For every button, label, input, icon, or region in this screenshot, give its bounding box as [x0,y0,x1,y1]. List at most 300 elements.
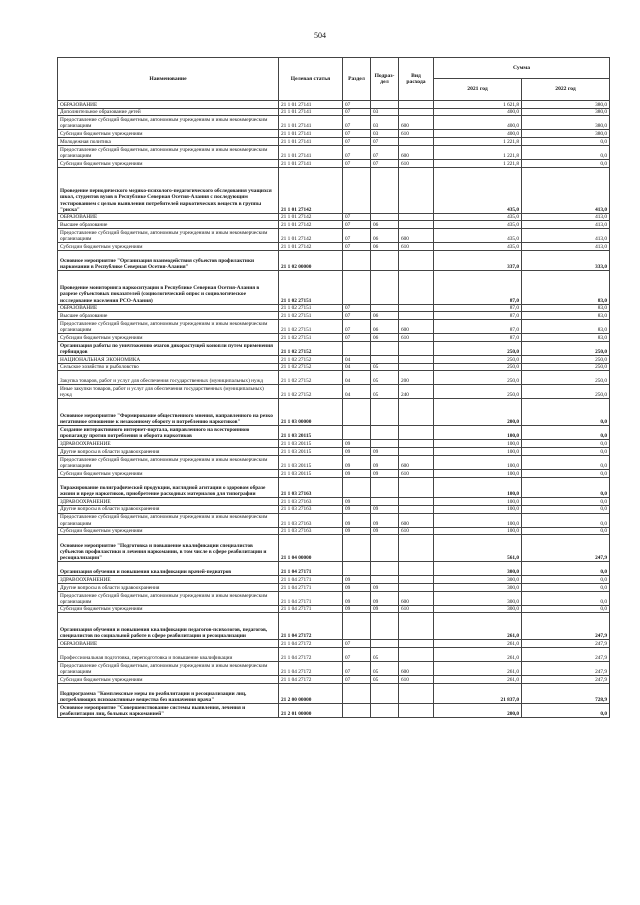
row-amount-2021-cell: 400,0 [434,108,522,116]
row-subsection-cell: 09 [371,527,399,535]
row-section-cell [343,341,371,355]
row-amount-2022-cell: 0,0 [522,527,610,535]
row-code-cell: 21 1 01 27142 [279,221,343,229]
row-name-cell: Другие вопросы в области здравоохранения [58,505,279,513]
row-section-cell [343,613,371,640]
row-subsection-cell: 06 [371,334,399,342]
row-name-cell: Подпрограмма "Комплексные меры по реабилитации и ресоциализации лиц, потребляющих психоактивные вещества без назначения врача" [58,683,279,704]
row-code-cell: 21 1 01 27141 [279,145,343,159]
row-kind-cell [399,562,434,576]
row-kind-cell [399,213,434,221]
table-row [58,469,610,477]
table-row [58,304,610,312]
row-section-cell: 07 [343,221,371,229]
row-kind-cell [399,704,434,718]
row-code-cell: 21 2 01 00000 [279,704,343,718]
row-amount-2021-cell: 200,0 [434,704,522,718]
row-code-cell: 21 1 03 20115 [279,448,343,456]
row-name-cell: Основное мероприятие "Подготовка и повышение квалификации специалистов субъектов профилактики и лечения наркомании, в том числе в сфере реабилитации и ресоциализации" [58,535,279,562]
row-kind-cell: 610 [399,243,434,251]
row-section-cell: 07 [343,640,371,648]
table-row [58,341,610,355]
row-amount-2022-cell: 247,9 [522,613,610,640]
row-subsection-cell [371,576,399,584]
row-amount-2022-cell: 250,0 [522,371,610,385]
row-amount-2021-cell: 100,0 [434,498,522,506]
row-amount-2021-cell: 1 221,8 [434,145,522,159]
row-subsection-cell [371,250,399,271]
row-amount-2021-cell: 87,0 [434,271,522,304]
row-subsection-cell: 06 [371,312,399,320]
row-amount-2021-cell: 87,0 [434,334,522,342]
row-amount-2022-cell: 0,0 [522,576,610,584]
row-code-cell: 21 1 03 27163 [279,498,343,506]
row-name-cell: Субсидии бюджетным учреждениям [58,334,279,342]
table-body [58,101,610,718]
row-name-cell: НАЦИОНАЛЬНАЯ ЭКОНОМИКА [58,355,279,363]
row-section-cell [343,704,371,718]
page-number: 504 [314,31,326,40]
table-row [58,576,610,584]
row-amount-2022-cell: 0,0 [522,591,610,605]
row-amount-2021-cell: 100,0 [434,455,522,469]
row-section-cell: 09 [343,583,371,591]
row-amount-2021-cell: 300,0 [434,583,522,591]
table-row [58,683,610,704]
row-section-cell: 04 [343,355,371,363]
row-amount-2021-cell: 261,0 [434,640,522,648]
row-code-cell: 21 1 04 27172 [279,613,343,640]
row-amount-2021-cell: 1 221,8 [434,138,522,146]
row-amount-2022-cell: 380,0 [522,108,610,116]
row-kind-cell [399,167,434,213]
row-section-cell: 07 [343,312,371,320]
row-section-cell [343,477,371,498]
row-section-cell: 09 [343,448,371,456]
row-amount-2022-cell: 247,9 [522,676,610,684]
table-row [58,477,610,498]
row-amount-2021-cell: 250,0 [434,371,522,385]
table-row [58,320,610,334]
row-amount-2021-cell: 435,0 [434,229,522,243]
row-kind-cell [399,304,434,312]
row-subsection-cell: 05 [371,385,399,399]
row-name-cell: Субсидии бюджетным учреждениям [58,676,279,684]
row-amount-2022-cell: 0,0 [522,138,610,146]
row-code-cell: 21 1 04 27171 [279,583,343,591]
row-subsection-cell: 03 [371,116,399,130]
row-amount-2021-cell: 400,0 [434,116,522,130]
row-amount-2022-cell: 83,0 [522,334,610,342]
row-code-cell: 21 1 03 27163 [279,505,343,513]
row-amount-2021-cell: 100,0 [434,505,522,513]
row-amount-2022-cell: 0,0 [522,477,610,498]
row-amount-2022-cell: 728,9 [522,683,610,704]
row-amount-2021-cell: 250,0 [434,355,522,363]
row-subsection-cell [371,355,399,363]
row-subsection-cell [371,341,399,355]
row-amount-2021-cell: 1 621,8 [434,101,522,109]
row-subsection-cell: 05 [371,662,399,676]
row-code-cell: 21 1 01 27141 [279,138,343,146]
row-code-cell: 21 1 04 27171 [279,576,343,584]
row-kind-cell [399,363,434,371]
row-subsection-cell: 06 [371,243,399,251]
row-code-cell: 21 1 01 27142 [279,229,343,243]
row-kind-cell [399,613,434,640]
table-row [58,648,610,662]
row-code-cell: 21 1 03 20115 [279,455,343,469]
row-subsection-cell [371,613,399,640]
row-subsection-cell: 09 [371,455,399,469]
row-code-cell: 21 1 04 00000 [279,535,343,562]
row-kind-cell [399,355,434,363]
header-section: Раздел [343,58,371,101]
row-section-cell: 07 [343,145,371,159]
row-section-cell: 09 [343,498,371,506]
row-subsection-cell: 06 [371,320,399,334]
row-amount-2022-cell: 83,0 [522,320,610,334]
row-name-cell: Дополнительное образование детей [58,108,279,116]
row-section-cell: 09 [343,505,371,513]
row-kind-cell [399,271,434,304]
row-kind-cell: 610 [399,676,434,684]
row-name-cell: Профессиональная подготовка, переподготовка и повышение квалификации [58,648,279,662]
row-amount-2021-cell: 261,0 [434,676,522,684]
row-code-cell: 21 1 02 27152 [279,355,343,363]
row-section-cell: 09 [343,440,371,448]
row-amount-2021-cell: 100,0 [434,448,522,456]
row-subsection-cell: 05 [371,648,399,662]
row-subsection-cell [371,440,399,448]
row-amount-2022-cell: 380,0 [522,116,610,130]
row-section-cell: 07 [343,138,371,146]
row-amount-2022-cell: 413,0 [522,167,610,213]
row-kind-cell [399,108,434,116]
row-name-cell: Другие вопросы в области здравоохранения [58,583,279,591]
row-subsection-cell [371,101,399,109]
row-name-cell: ОБРАЗОВАНИЕ [58,640,279,648]
table-row [58,167,610,213]
row-code-cell: 21 1 02 27151 [279,320,343,334]
row-name-cell: Основное мероприятие "Организация взаимодействия субъектов профилактики наркомании в Республике Северная Осетия-Алания" [58,250,279,271]
table-row [58,334,610,342]
row-amount-2022-cell: 413,0 [522,229,610,243]
table-row [58,662,610,676]
row-amount-2021-cell: 250,0 [434,363,522,371]
row-kind-cell: 600 [399,229,434,243]
row-section-cell: 04 [343,385,371,399]
row-subsection-cell [371,535,399,562]
row-subsection-cell: 05 [371,363,399,371]
row-section-cell: 07 [343,229,371,243]
row-section-cell: 07 [343,116,371,130]
row-section-cell [343,399,371,426]
row-amount-2022-cell: 0,0 [522,513,610,527]
row-amount-2021-cell: 435,0 [434,167,522,213]
row-kind-cell: 600 [399,320,434,334]
row-subsection-cell [371,304,399,312]
row-name-cell: Тиражирование полиграфической продукции, наглядной агитации о здоровом образе жизни и вреде наркотиков, приобретение расходных материалов для типографии [58,477,279,498]
budget-table [57,57,610,718]
table-row [58,229,610,243]
row-code-cell: 21 1 03 27163 [279,513,343,527]
row-kind-cell [399,683,434,704]
row-name-cell: Организация работы по уничтожению очагов дикорастущей конопли путем применения гербицидов [58,341,279,355]
row-section-cell: 07 [343,101,371,109]
table-row [58,159,610,167]
row-section-cell: 07 [343,304,371,312]
row-kind-cell [399,505,434,513]
row-kind-cell [399,312,434,320]
row-amount-2022-cell: 413,0 [522,243,610,251]
row-section-cell: 07 [343,334,371,342]
row-kind-cell [399,640,434,648]
row-amount-2021-cell: 100,0 [434,477,522,498]
row-section-cell: 09 [343,527,371,535]
table-row [58,108,610,116]
row-amount-2022-cell: 0,0 [522,426,610,440]
row-amount-2022-cell: 333,0 [522,250,610,271]
row-amount-2021-cell: 100,0 [434,513,522,527]
row-kind-cell [399,477,434,498]
row-kind-cell: 610 [399,334,434,342]
table-row [58,704,610,718]
table-row [58,138,610,146]
row-name-cell: Субсидии бюджетным учреждениям [58,159,279,167]
row-name-cell: Субсидии бюджетным учреждениям [58,605,279,613]
row-name-cell: Проведение периодического медико-психолого-педагогического обследования учащихся школ, студентов вузов в Республике Северная Осетия-Алания с последующим тестированием с целью выявления потребителей наркотических веществ в группы "риска" [58,167,279,213]
table-row [58,535,610,562]
row-amount-2021-cell: 300,0 [434,605,522,613]
row-amount-2021-cell: 250,0 [434,341,522,355]
row-name-cell: ЗДРАВООХРАНЕНИЕ [58,498,279,506]
row-amount-2021-cell: 100,0 [434,426,522,440]
row-code-cell: 21 1 03 00000 [279,399,343,426]
row-amount-2022-cell: 0,0 [522,498,610,506]
row-amount-2022-cell: 0,0 [522,455,610,469]
row-code-cell: 21 1 01 27142 [279,213,343,221]
row-amount-2022-cell: 247,9 [522,648,610,662]
row-subsection-cell: 03 [371,108,399,116]
row-subsection-cell [371,399,399,426]
row-kind-cell [399,498,434,506]
row-code-cell: 21 1 04 27171 [279,591,343,605]
row-kind-cell [399,426,434,440]
row-subsection-cell [371,498,399,506]
table-row [58,426,610,440]
table-row [58,605,610,613]
row-kind-cell: 610 [399,159,434,167]
table-row [58,498,610,506]
row-section-cell: 04 [343,371,371,385]
row-kind-cell [399,583,434,591]
row-amount-2022-cell: 0,0 [522,440,610,448]
row-name-cell: Молодежная политика [58,138,279,146]
table-row [58,527,610,535]
row-section-cell [343,250,371,271]
row-section-cell: 07 [343,320,371,334]
row-amount-2022-cell: 0,0 [522,469,610,477]
row-name-cell: Субсидии бюджетным учреждениям [58,527,279,535]
row-kind-cell [399,341,434,355]
row-name-cell: Основное мероприятие "Формирование общественного мнения, направленного на резко негативное отношение к незаконному обороту и потреблению наркотиков" [58,399,279,426]
row-name-cell: Сельское хозяйство и рыболовство [58,363,279,371]
row-section-cell: 04 [343,363,371,371]
row-subsection-cell: 07 [371,159,399,167]
header-sum: Сумма [434,58,610,79]
row-amount-2022-cell: 83,0 [522,304,610,312]
row-section-cell: 07 [343,243,371,251]
table-row [58,213,610,221]
row-amount-2022-cell: 0,0 [522,159,610,167]
row-amount-2022-cell: 0,0 [522,505,610,513]
row-amount-2022-cell: 83,0 [522,312,610,320]
row-code-cell: 21 1 04 27172 [279,662,343,676]
row-name-cell: Предоставление субсидий бюджетным, автономным учреждениям и иным некоммерческим организациям [58,116,279,130]
row-amount-2021-cell: 250,0 [434,385,522,399]
row-subsection-cell: 09 [371,505,399,513]
row-name-cell: Основное мероприятие "Совершенствование системы выявления, лечения и реабилитации лиц, больных наркоманией" [58,704,279,718]
table-row [58,250,610,271]
row-amount-2021-cell: 261,0 [434,613,522,640]
row-name-cell: Проведение мониторинга наркоситуации в Республике Северная Осетия-Алания в разрезе субъектовых показателей (социологический опрос и социологическое исследование населения РСО-Алания) [58,271,279,304]
row-name-cell: Предоставление субсидий бюджетным, автономным учреждениям и иным некоммерческим организациям [58,320,279,334]
row-section-cell: 07 [343,676,371,684]
row-kind-cell: 600 [399,116,434,130]
table-row [58,440,610,448]
row-subsection-cell [371,562,399,576]
row-name-cell: Другие вопросы в области здравоохранения [58,448,279,456]
header-year-2021: 2021 год [434,79,522,101]
row-code-cell: 21 1 01 27141 [279,101,343,109]
row-section-cell: 09 [343,469,371,477]
row-section-cell [343,271,371,304]
row-section-cell [343,426,371,440]
row-section-cell: 07 [343,108,371,116]
row-kind-cell: 240 [399,385,434,399]
row-section-cell: 09 [343,591,371,605]
row-name-cell: Организация обучения и повышения квалификации педагогов-психологов, педагогов, специалистов по социальной работе в сфере реабилитации и ресоциализации [58,613,279,640]
row-kind-cell [399,221,434,229]
row-kind-cell [399,399,434,426]
row-section-cell [343,683,371,704]
row-kind-cell [399,138,434,146]
row-kind-cell [399,250,434,271]
row-amount-2021-cell: 200,0 [434,399,522,426]
table-row [58,562,610,576]
table-row [58,583,610,591]
row-name-cell: Предоставление субсидий бюджетным, автономным учреждениям и иным некоммерческим организациям [58,591,279,605]
row-subsection-cell [371,271,399,304]
row-subsection-cell [371,477,399,498]
row-kind-cell: 610 [399,605,434,613]
row-amount-2022-cell: 0,0 [522,605,610,613]
row-subsection-cell: 09 [371,448,399,456]
row-code-cell: 21 1 01 27141 [279,116,343,130]
row-subsection-cell [371,213,399,221]
row-kind-cell [399,440,434,448]
row-amount-2021-cell: 87,0 [434,312,522,320]
row-code-cell: 21 1 02 27151 [279,271,343,304]
row-subsection-cell: 09 [371,605,399,613]
row-subsection-cell [371,167,399,213]
row-kind-cell: 600 [399,662,434,676]
row-section-cell: 09 [343,576,371,584]
row-name-cell: Создание интерактивного интернет-портала, направленного на всестороннюю пропаганду против потребления и оборота наркотиков [58,426,279,440]
table-row [58,455,610,469]
row-code-cell: 21 1 03 27163 [279,527,343,535]
row-code-cell: 21 2 00 00000 [279,683,343,704]
row-amount-2022-cell: 247,9 [522,640,610,648]
row-amount-2022-cell: 247,9 [522,535,610,562]
row-amount-2022-cell: 250,0 [522,363,610,371]
row-code-cell: 21 1 04 27171 [279,562,343,576]
row-code-cell: 21 1 04 27172 [279,676,343,684]
row-amount-2022-cell: 380,0 [522,130,610,138]
row-amount-2021-cell: 435,0 [434,221,522,229]
row-name-cell: Высшее образование [58,312,279,320]
table-row [58,371,610,385]
row-code-cell: 21 1 03 20115 [279,440,343,448]
row-kind-cell [399,648,434,662]
row-amount-2021-cell: 100,0 [434,527,522,535]
row-name-cell: ОБРАЗОВАНИЕ [58,213,279,221]
table-row [58,505,610,513]
row-name-cell: Закупка товаров, работ и услуг для обеспечения государственных (муниципальных) нужд [58,371,279,385]
row-amount-2021-cell: 87,0 [434,304,522,312]
row-kind-cell: 610 [399,130,434,138]
table-row [58,130,610,138]
row-section-cell: 07 [343,662,371,676]
row-code-cell: 21 1 03 27163 [279,477,343,498]
row-code-cell: 21 1 01 27142 [279,167,343,213]
row-amount-2022-cell: 0,0 [522,562,610,576]
row-subsection-cell: 03 [371,130,399,138]
row-amount-2022-cell: 413,0 [522,213,610,221]
row-amount-2022-cell: 0,0 [522,145,610,159]
row-amount-2021-cell: 87,0 [434,320,522,334]
row-amount-2021-cell: 435,0 [434,243,522,251]
row-subsection-cell [371,704,399,718]
table-row [58,101,610,109]
row-code-cell: 21 1 04 27171 [279,605,343,613]
row-code-cell: 21 1 02 27152 [279,341,343,355]
row-amount-2022-cell: 380,0 [522,101,610,109]
row-subsection-cell: 09 [371,591,399,605]
row-amount-2021-cell: 21 837,0 [434,683,522,704]
row-amount-2022-cell: 250,0 [522,385,610,399]
table-row [58,221,610,229]
table-row [58,312,610,320]
row-name-cell: Предоставление субсидий бюджетным, автономным учреждениям и иным некоммерческим организациям [58,145,279,159]
row-code-cell: 21 1 02 27151 [279,334,343,342]
row-name-cell: Субсидии бюджетным учреждениям [58,243,279,251]
row-section-cell: 09 [343,455,371,469]
table-row [58,613,610,640]
row-name-cell: ЗДРАВООХРАНЕНИЕ [58,576,279,584]
row-code-cell: 21 1 04 27172 [279,640,343,648]
row-subsection-cell [371,426,399,440]
row-kind-cell: 600 [399,455,434,469]
row-subsection-cell [371,640,399,648]
row-code-cell: 21 1 03 20115 [279,426,343,440]
header-year-2022: 2022 год [522,79,610,101]
table-row [58,363,610,371]
row-amount-2021-cell: 100,0 [434,440,522,448]
table-row [58,271,610,304]
row-amount-2021-cell: 400,0 [434,130,522,138]
